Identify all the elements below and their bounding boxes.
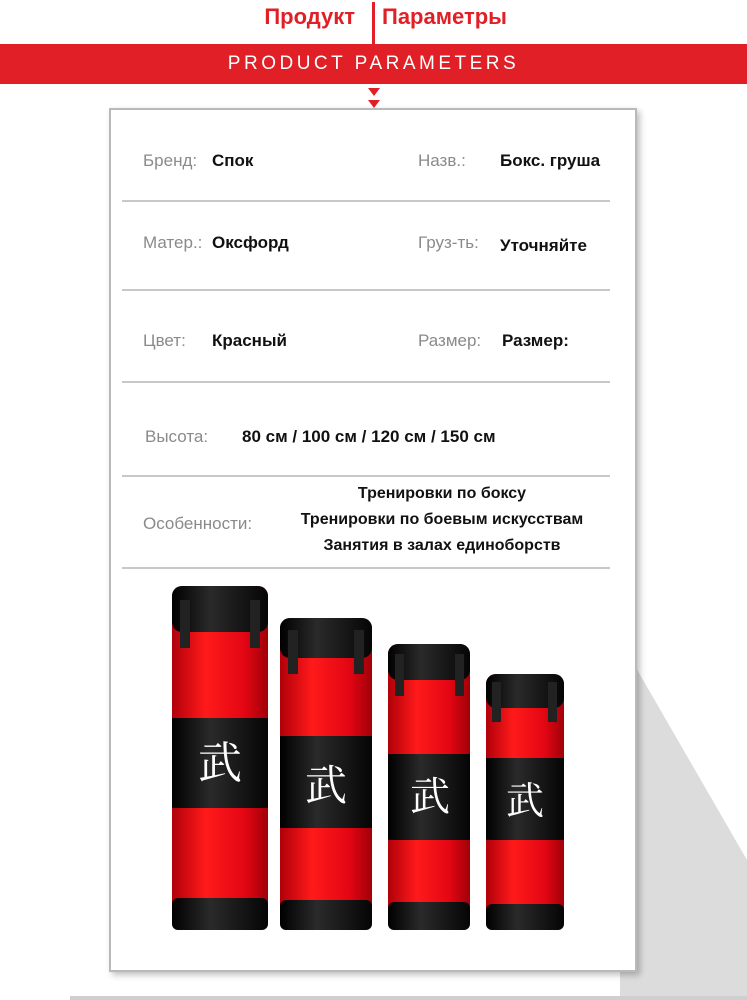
bag-120 xyxy=(280,618,372,930)
row-divider xyxy=(122,475,610,477)
row-divider xyxy=(122,567,610,569)
banner-title: PRODUCT PARAMETERS xyxy=(227,53,520,74)
size-label: Размер: xyxy=(418,331,482,350)
bag-100 xyxy=(388,644,470,930)
row-divider xyxy=(122,381,610,383)
header-title-right: Параметры xyxy=(382,4,507,29)
material-value: Оксфорд xyxy=(212,233,289,252)
boxing-bags-illustration xyxy=(158,578,578,948)
brand-value: Спок xyxy=(212,151,254,170)
bag-80 xyxy=(486,674,564,930)
load-label: Груз-ть: xyxy=(418,233,479,252)
emblem-icon: 武 xyxy=(505,779,545,823)
height-value: 80 см / 100 см / 120 см / 150 см xyxy=(242,427,496,446)
color-label: Цвет: xyxy=(143,331,186,350)
name-label: Назв.: xyxy=(418,151,466,170)
feature-item: Тренировки по боксу xyxy=(357,485,527,502)
page-fold-shadow xyxy=(620,640,747,1000)
name-value: Бокс. груша xyxy=(500,151,601,170)
feature-item: Тренировки по боевым искусствам xyxy=(300,511,584,528)
load-value: Уточняйте xyxy=(500,236,587,255)
brand-label: Бренд: xyxy=(143,151,198,170)
feature-item: Занятия в залах единоборств xyxy=(323,537,561,554)
page-bottom-edge xyxy=(70,996,747,1000)
material-label: Матер.: xyxy=(143,233,203,252)
emblem-icon: 武 xyxy=(410,774,450,820)
size-value: Размер: xyxy=(502,331,569,350)
features-label: Особенности: xyxy=(143,514,253,533)
emblem-icon: 武 xyxy=(198,738,242,789)
header-separator xyxy=(372,2,375,44)
row-divider xyxy=(122,200,610,202)
emblem-icon: 武 xyxy=(304,761,348,810)
bag-150 xyxy=(172,586,268,930)
height-label: Высота: xyxy=(145,427,209,446)
header-title-left: Продукт xyxy=(264,4,355,29)
color-value: Красный xyxy=(212,331,287,350)
features-list xyxy=(272,481,612,559)
row-divider xyxy=(122,289,610,291)
banner xyxy=(0,44,747,84)
product-image xyxy=(158,578,578,948)
